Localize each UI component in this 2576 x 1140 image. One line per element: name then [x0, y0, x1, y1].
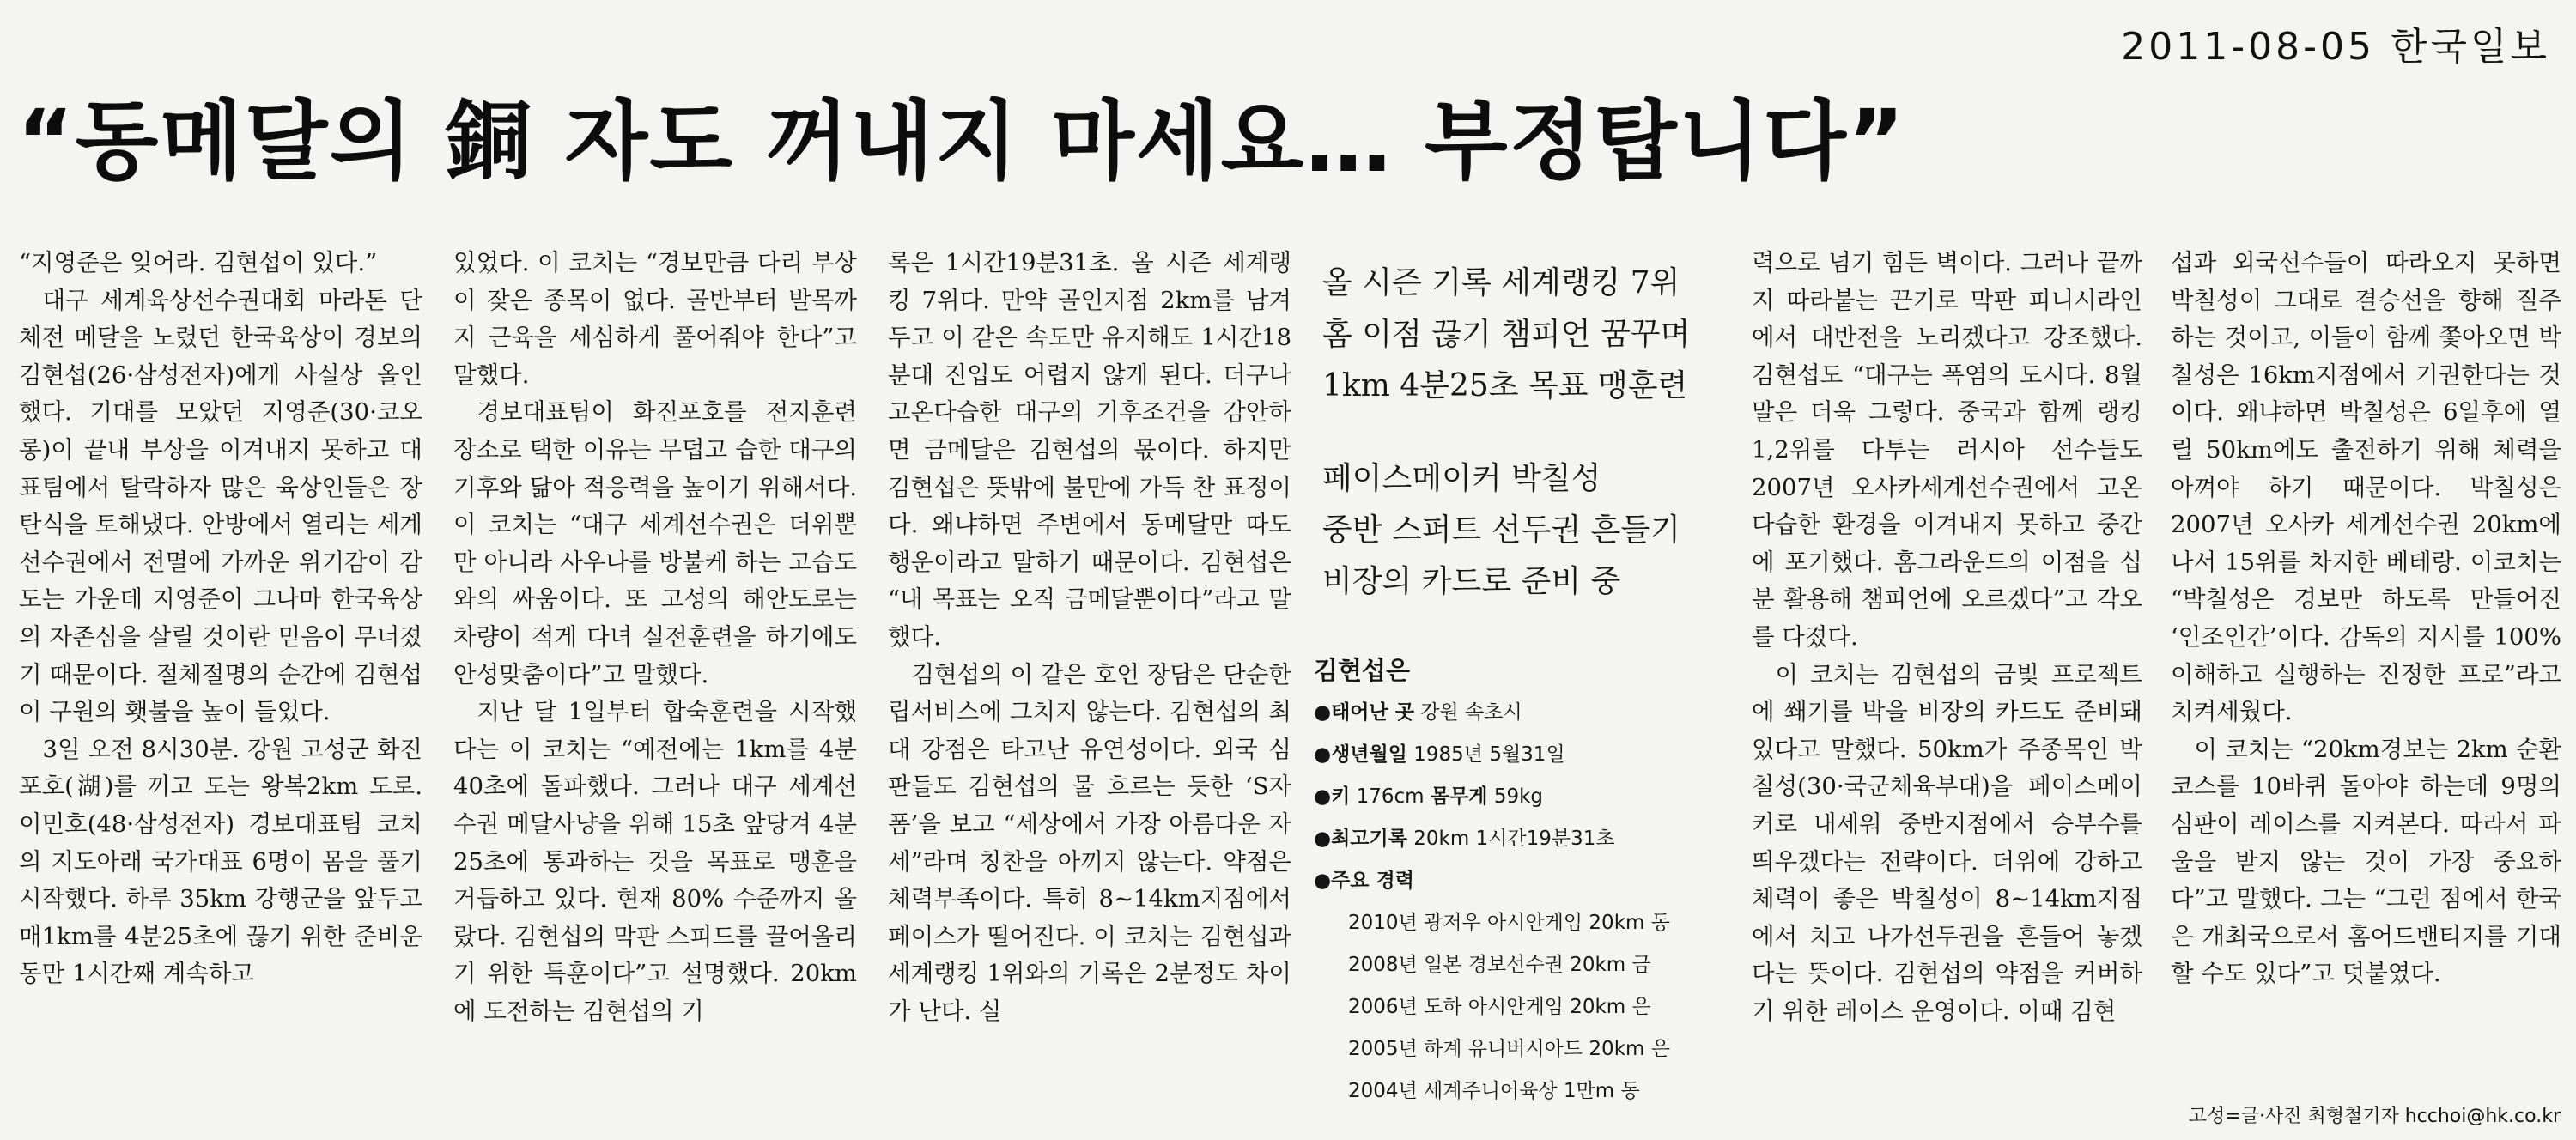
subhead-line: 비장의 카드로 준비 중 — [1322, 564, 1621, 599]
paragraph: 있었다. 이 코치는 “경보만큼 다리 부상이 잦은 종목이 없다. 골반부터 발목까지 근육을 세심하게 풀어줘야 한다”고 말했다. — [453, 249, 857, 389]
headline: “동메달의 銅 자도 꺼내지 마세요… 부정탑니다” — [17, 91, 1906, 191]
profile-row-body — [1314, 776, 1735, 818]
subhead-line: 1km 4분25초 목표 맹훈련 — [1322, 368, 1688, 403]
profile-key: ●태어난 곳 — [1314, 701, 1414, 724]
profile-value: 176cm — [1350, 785, 1431, 808]
profile-row-record — [1314, 818, 1735, 860]
article-column-5 — [1752, 245, 2142, 1140]
paragraph: 김현섭의 이 같은 호언 장담은 단순한 립서비스에 그치지 않는다. 김현섭의 최대 강점은 타고난 유연성이다. 외국 심판들도 김현섭의 물 흐르는 듯한 ‘S자폼’을 보고 “세상에서 가장 아름다운 자세”라며 칭찬을 아끼지 않는다. 약점은 체력부족이다. 특히 8~14km지점에서 페이스가 떨어진다. 이 코치는 김현섭과 세계랭킹 1위와의 기록은 2분정도 차이가 난다. 실 — [888, 660, 1291, 1025]
profile-value: 59kg — [1487, 785, 1544, 808]
sidebar-column — [1314, 258, 1735, 1140]
career-item: 2010년 광저우 아시안게임 20km 동 — [1348, 912, 1670, 934]
subhead-line: 올 시즌 기록 세계랭킹 7위 — [1322, 265, 1680, 300]
paragraph: 지난 달 1일부터 합숙훈련을 시작했다는 이 코치는 “예전에는 1km를 4분40초에 돌파했다. 그러나 대구 세계선수권 메달사냥을 위해 15초 앞당겨 4분25초에 통과하는 것을 목표로 맹훈을 거듭하고 있다. 현재 80% 수준까지 올랐다. 김현섭의 막판 스피드를 끌어올리기 위한 특훈이다”고 설명했다. 20km에 도전하는 김현섭의 기 — [453, 698, 857, 1025]
paragraph: 이 코치는 “20km경보는 2km 순환코스를 10바퀴 돌아야 하는데 9명의 심판이 레이스를 지켜본다. 따라서 파울을 받지 않는 것이 가장 중요하다”고 말했다. 그는 “그런 점에서 한국은 개최국으로서 홈어드밴티지를 기대할 수도 있다”고 덧붙였다. — [2171, 735, 2561, 988]
paragraph: 경보대표팀이 화진포호를 전지훈련 장소로 택한 이유는 무덥고 습한 대구의 기후와 닮아 적응력을 높이기 위해서다. 이 코치는 “대구 세계선수권은 더위뿐만 아니라 사우나를 방불케 하는 고습도와의 싸움이다. 또 고성의 해안도로는 차량이 적게 다녀 실전훈련을 하기에도 안성맞춤이다”고 말했다. — [453, 398, 857, 688]
subhead-block-1 — [1314, 258, 1735, 412]
paragraph: 3일 오전 8시30분. 강원 고성군 화진포호(湖)를 끼고 도는 왕복2km 도로. 이민호(48·삼성전자) 경보대표팀 코치의 지도아래 국가대표 6명이 몸을 풀기 시작했다. 하루 35km 강행군을 앞두고 매1km를 4분25초에 끊기 위한 준비운동만 1시간째 계속하고 — [19, 735, 422, 988]
subhead-line: 홈 이점 끊기 챔피언 꿈꾸며 — [1322, 317, 1691, 352]
profile-value: 20km 1시간19분31초 — [1406, 828, 1615, 850]
paragraph: 이 코치는 김현섭의 금빛 프로젝트에 쐐기를 박을 비장의 카드도 준비돼 있다고 말했다. 50km가 주종목인 박칠성(30·국군체육부대)을 페이스메이커로 내세워 중반지점에서 승부수를 띄우겠다는 전략이다. 더위에 강하고 체력이 좋은 박칠성이 8~14km지점에서 치고 나가선두권을 흔들어 놓겠다는 뜻이다. 김현섭의 약점을 커버하기 위한 레이스 운영이다. 이때 김현 — [1752, 660, 2142, 1025]
profile-value: 1985년 5월31일 — [1406, 743, 1565, 766]
subhead-line: 페이스메이커 박칠성 — [1322, 461, 1601, 496]
subhead-line: 중반 스퍼트 선두권 흔들기 — [1322, 512, 1680, 548]
article-column-3 — [888, 245, 1291, 1140]
article-column-1 — [19, 245, 422, 1140]
profile-box — [1314, 649, 1735, 1113]
byline: 고성=글·사진 최형철기자 hcchoi@hk.co.kr — [2188, 1106, 2561, 1127]
profile-value: 강원 속초시 — [1413, 701, 1522, 724]
career-item: 2006년 도하 아시안게임 20km 은 — [1348, 996, 1651, 1018]
profile-key: 몸무게 — [1430, 785, 1488, 808]
paragraph: 대구 세계육상선수권대회 마라톤 단체전 메달을 노렸던 한국육상이 경보의 김현섭(26·삼성전자)에게 사실상 올인 했다. 기대를 모았던 지영준(30·코오롱)이 끝내 부상을 이겨내지 못하고 대표팀에서 탈락하자 많은 육상인들은 장탄식을 토해냈다. 안방에서 열리는 세계선수권에서 전멸에 가까운 위기감이 감도는 가운데 지영준이 그나마 한국육상의 자존심을 살릴 것이란 믿음이 무너졌기 때문이다. 절체절명의 순간에 김현섭이 구원의 횃불을 높이 들었다. — [19, 286, 422, 726]
subhead-block-2 — [1314, 453, 1735, 608]
paragraph: 록은 1시간19분31초. 올 시즌 세계랭킹 7위다. 만약 골인지점 2km를 남겨두고 이 같은 속도만 유지해도 1시간18분대 진입도 어렵지 않게 된다. 더구나 고온다습한 대구의 기후조건을 감안하면 금메달은 김현섭의 몫이다. 하지만 김현섭은 뜻밖에 불만에 가득 찬 표정이다. 왜냐하면 주변에서 동메달만 따도 행운이라고 말하기 때문이다. 김현섭은 “내 목표는 오직 금메달뿐이다”라고 말했다. — [888, 249, 1291, 651]
profile-row-birthdate — [1314, 734, 1735, 776]
lead-quote: “지영준은 잊어라. 김현섭이 있다.” — [19, 249, 378, 276]
paragraph: 력으로 넘기 힘든 벽이다. 그러나 끝까지 따라붙는 끈기로 막판 피니시라인에서 대반전을 노리겠다고 강조했다. 김현섭도 “대구는 폭염의 도시다. 8월말은 더욱 그렇다. 중국과 함께 랭킹 1,2위를 다투는 러시아 선수들도 2007년 오사카세계선수권에서 고온다습한 환경을 이겨내지 못하고 중간에 포기했다. 홈그라운드의 이점을 십분 활용해 챔피언에 오르겠다”고 각오를 다졌다. — [1752, 249, 2142, 651]
career-item: 2005년 하계 유니버시아드 20km 은 — [1348, 1038, 1670, 1060]
profile-key: ●키 — [1314, 785, 1351, 808]
profile-key: ●생년월일 — [1314, 743, 1407, 766]
profile-key: ●주요 경력 — [1314, 870, 1414, 892]
dateline: 2011-08-05 한국일보 — [2121, 25, 2550, 69]
paragraph: 섭과 외국선수들이 따라오지 못하면 박칠성이 그대로 결승선을 향해 질주하는 것이고, 이들이 함께 쫓아오면 박칠성은 16km지점에서 기권한다는 것이다. 왜냐하면 박칠성은 6일후에 열릴 50km에도 출전하기 위해 체력을 아껴야 하기 때문이다. 박칠성은 2007년 오사카 세계선수권 20km에 나서 15위를 차지한 베테랑. 이코치는 “박칠성은 경보만 하도록 만들어진 ‘인조인간’이다. 감독의 지시를 100% 이해하고 실행하는 진정한 프로”라고 치켜세웠다. — [2171, 249, 2561, 726]
profile-key: ●최고기록 — [1314, 828, 1407, 850]
article-column-6 — [2171, 245, 2561, 1140]
profile-row-birthplace — [1314, 692, 1735, 734]
profile-title: 김현섭은 — [1314, 656, 1411, 685]
career-item: 2008년 일본 경보선수권 20km 금 — [1348, 954, 1651, 976]
profile-row-career — [1314, 860, 1735, 902]
career-item: 2004년 세계주니어육상 1만m 동 — [1348, 1080, 1640, 1102]
article-column-2 — [453, 245, 857, 1140]
